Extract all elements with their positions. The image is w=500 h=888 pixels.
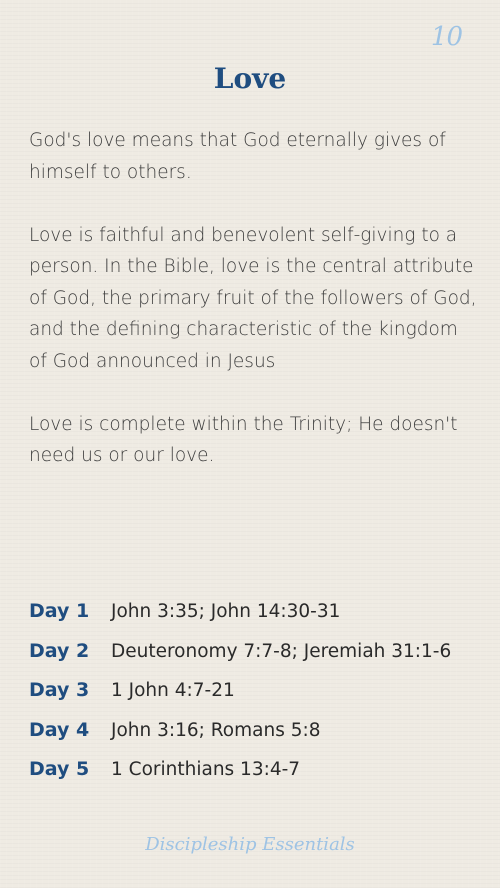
page-title: Love xyxy=(213,62,287,95)
reading-row xyxy=(29,600,479,640)
footer-brand: Discipleship Essentials xyxy=(145,834,355,855)
body-text xyxy=(29,125,479,503)
paragraph: Love is complete within the Trinity; He doesn't need us or our love. xyxy=(29,413,458,466)
reading-row xyxy=(29,640,479,680)
reading-plan xyxy=(29,600,479,798)
paragraph: Love is faithful and benevolent self-giving to a person. In the Bible, love is the central attribute of God, the primary fruit of the followers of God, and the defining characteristic of the kingdom of God announced in Jesus xyxy=(29,224,477,372)
reading-row xyxy=(29,679,479,719)
scripture-reference: 1 John 4:7-21 xyxy=(111,680,235,701)
day-label: Day 3 xyxy=(29,679,90,701)
paragraph: God's love means that God eternally gives of himself to others. xyxy=(29,130,446,183)
reading-row xyxy=(29,719,479,759)
day-label: Day 4 xyxy=(29,718,90,741)
page-number: 10 xyxy=(430,22,462,52)
reading-row xyxy=(29,758,479,798)
scripture-reference: Deuteronomy 7:7-8; Jeremiah 31:1-6 xyxy=(111,640,452,662)
scripture-reference: John 3:16; Romans 5:8 xyxy=(111,719,321,741)
scripture-reference: 1 Corinthians 13:4-7 xyxy=(111,759,301,780)
day-label: Day 1 xyxy=(29,600,90,622)
day-label: Day 2 xyxy=(29,639,90,662)
day-label: Day 5 xyxy=(29,758,90,780)
scripture-reference: John 3:35; John 14:30-31 xyxy=(111,601,341,622)
